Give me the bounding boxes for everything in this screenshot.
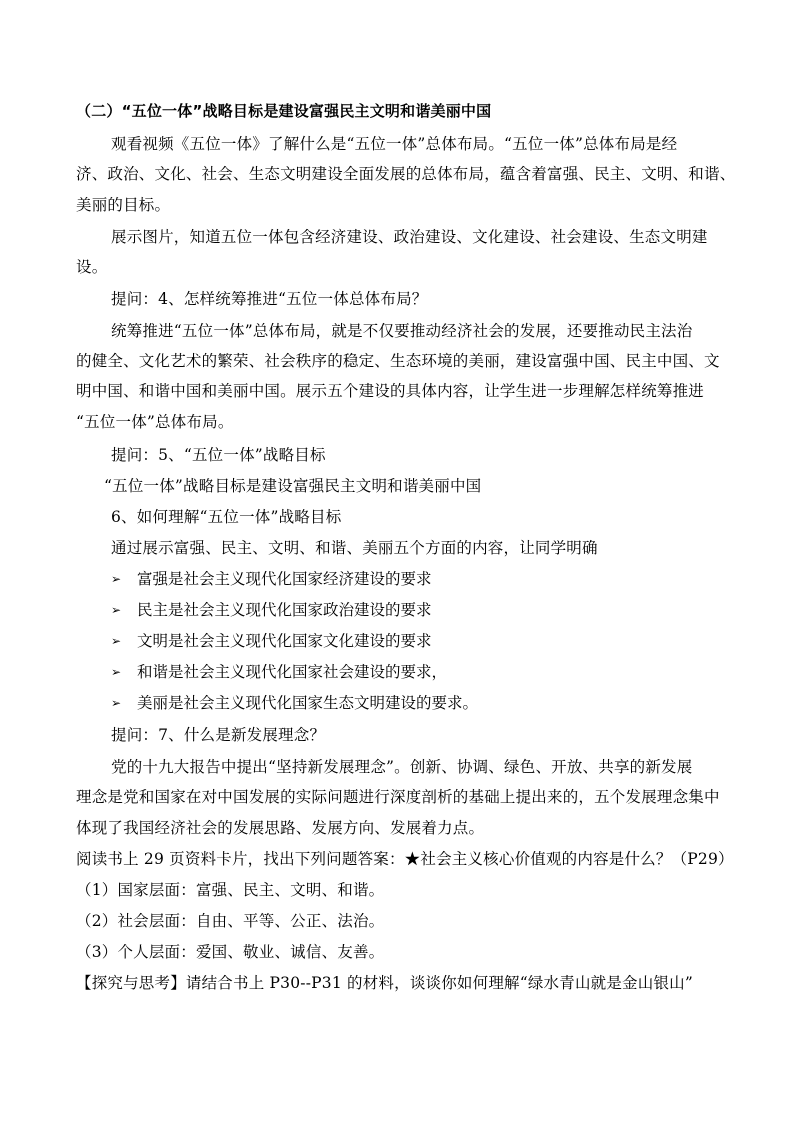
paragraph-line: 济、政治、文化、社会、生态文明建设全面发展的总体布局，蕴含着富强、民主、文明、和谐、 xyxy=(76,165,736,183)
paragraph-line: 体现了我国经济社会的发展思路、发展方向、发展着力点。 xyxy=(76,819,485,837)
list-item xyxy=(111,662,711,684)
paragraph-line: 观看视频《五位一体》了解什么是“五位一体”总体布局。“五位一体”总体布局是经 xyxy=(111,135,678,153)
paragraph-line: 明中国、和谐中国和美丽中国。展示五个建设的具体内容，让学生进一步理解怎样统筹推进 xyxy=(76,382,705,400)
paragraph-line: 的健全、文化艺术的繁荣、社会秩序的稳定、生态环境的美丽，建设富强中国、民主中国、文 xyxy=(76,352,720,370)
paragraph-line: “五位一体”总体布局。 xyxy=(76,413,234,431)
bullet-text: 文明是社会主义现代化国家文化建设的要求 xyxy=(137,632,432,650)
bullet-arrow-icon: ➢ xyxy=(111,665,122,679)
paragraph-line: 党的十九大报告中提出“坚持新发展理念”。创新、协调、绿色、开放、共享的新发展 xyxy=(111,758,693,776)
paragraph-line: 展示图片，知道五位一体包含经济建设、政治建设、文化建设、社会建设、生态文明建 xyxy=(111,228,708,246)
explore-prompt: 【探究与思考】请结合书上 P30--P31 的材料，谈谈你如何理解“绿水青山就是金山银山” xyxy=(76,974,693,992)
bullet-arrow-icon: ➢ xyxy=(111,572,122,586)
paragraph-line: 统筹推进“五位一体”总体布局，就是不仅要推动经济社会的发展，还要推动民主法治 xyxy=(111,322,693,340)
core-value-line: （1）国家层面：富强、民主、文明、和谐。 xyxy=(76,881,385,899)
intro-6: 通过展示富强、民主、文明、和谐、美丽五个方面的内容，让同学明确 xyxy=(111,539,598,557)
list-item xyxy=(111,693,711,715)
bullet-text: 民主是社会主义现代化国家政治建设的要求 xyxy=(137,601,432,619)
paragraph-line: 设。 xyxy=(76,258,108,276)
core-value-line: （2）社会层面：自由、平等、公正、法治。 xyxy=(76,912,385,930)
bullet-arrow-icon: ➢ xyxy=(111,603,122,617)
reading-task: 阅读书上 29 页资料卡片，找出下列问题答案：★社会主义核心价值观的内容是什么？（P29） xyxy=(76,850,734,868)
bullet-text: 和谐是社会主义现代化国家社会建设的要求， xyxy=(137,663,448,681)
bullet-text: 富强是社会主义现代化国家经济建设的要求 xyxy=(137,570,432,588)
core-value-line: （3）个人层面：爱国、敬业、诚信、友善。 xyxy=(76,943,385,961)
paragraph-line: 理念是党和国家在对中国发展的实际问题进行深度剖析的基础上提出来的，五个发展理念集中 xyxy=(76,788,720,806)
question-6: 6、如何理解“五位一体”战略目标 xyxy=(111,508,342,526)
list-item xyxy=(111,631,711,653)
bullet-arrow-icon: ➢ xyxy=(111,696,122,710)
bullet-text: 美丽是社会主义现代化国家生态文明建设的要求。 xyxy=(137,694,479,712)
question-4: 提问：4、怎样统筹推进“五位一体总体布局？ xyxy=(111,290,428,308)
paragraph-line: 美丽的目标。 xyxy=(76,196,171,214)
bullet-arrow-icon: ➢ xyxy=(111,634,122,648)
section-title: （二）“五位一体”战略目标是建设富强民主文明和谐美丽中国 xyxy=(76,102,492,120)
list-item xyxy=(111,600,711,622)
answer-5: “五位一体”战略目标是建设富强民主文明和谐美丽中国 xyxy=(104,477,482,495)
question-5: 提问：5、“五位一体”战略目标 xyxy=(111,446,326,464)
question-7: 提问：7、什么是新发展理念？ xyxy=(111,726,326,744)
list-item xyxy=(111,569,711,591)
